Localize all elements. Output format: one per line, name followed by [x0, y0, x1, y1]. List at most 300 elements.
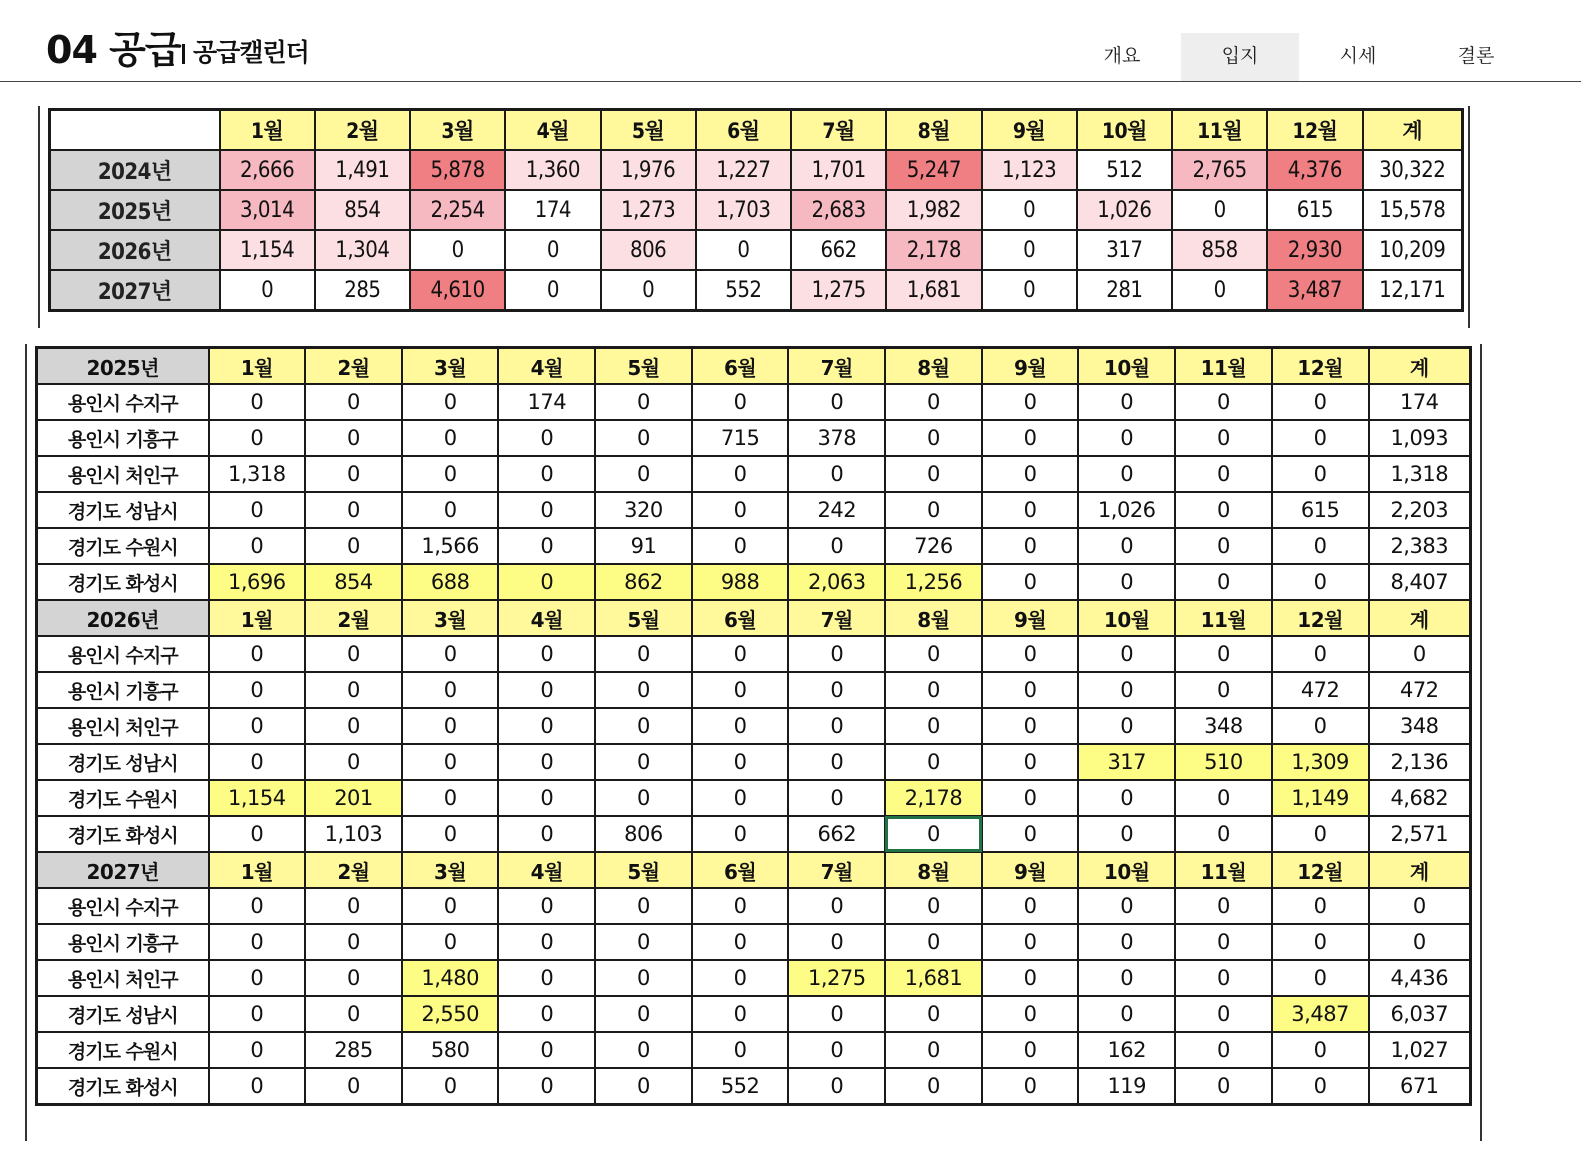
supply-value-cell[interactable]: 0: [982, 270, 1077, 311]
supply-value-cell[interactable]: 0: [982, 456, 1079, 492]
supply-value-cell[interactable]: 671: [1369, 1068, 1471, 1105]
supply-value-cell[interactable]: 0: [1078, 888, 1175, 924]
supply-value-cell[interactable]: 0: [498, 816, 595, 852]
supply-value-cell[interactable]: 0: [1272, 456, 1369, 492]
supply-value-cell[interactable]: 1,123: [982, 150, 1077, 190]
supply-value-cell[interactable]: 1,701: [791, 150, 886, 190]
supply-value-cell[interactable]: 472: [1369, 672, 1471, 708]
supply-value-cell[interactable]: 0: [885, 996, 982, 1032]
supply-value-cell[interactable]: 0: [1272, 564, 1369, 600]
supply-value-cell[interactable]: 0: [402, 672, 499, 708]
supply-value-cell[interactable]: 2,683: [791, 190, 886, 230]
month-header-cell[interactable]: 1월: [209, 852, 306, 888]
supply-value-cell[interactable]: 1,360: [505, 150, 600, 190]
supply-value-cell[interactable]: 0: [982, 744, 1079, 780]
supply-value-cell[interactable]: 0: [885, 744, 982, 780]
supply-value-cell[interactable]: 1,275: [791, 270, 886, 311]
month-header-cell[interactable]: 12월: [1272, 348, 1369, 385]
supply-value-cell[interactable]: 0: [982, 672, 1079, 708]
supply-value-cell[interactable]: 0: [498, 924, 595, 960]
year-header-cell[interactable]: 2026년: [37, 600, 209, 636]
supply-value-cell[interactable]: 348: [1369, 708, 1471, 744]
supply-value-cell[interactable]: 0: [1175, 564, 1272, 600]
region-label-cell[interactable]: 용인시 처인구: [37, 708, 209, 744]
supply-value-cell[interactable]: 174: [505, 190, 600, 230]
supply-value-cell[interactable]: 0: [595, 744, 692, 780]
supply-value-cell[interactable]: 0: [1272, 816, 1369, 852]
supply-value-cell[interactable]: 0: [595, 780, 692, 816]
supply-value-cell[interactable]: 0: [209, 816, 306, 852]
supply-value-cell[interactable]: 1,681: [885, 960, 982, 996]
supply-value-cell[interactable]: 2,550: [402, 996, 499, 1032]
supply-value-cell[interactable]: 0: [1172, 190, 1267, 230]
supply-value-cell[interactable]: 0: [305, 636, 402, 672]
supply-value-cell[interactable]: 0: [505, 270, 600, 311]
supply-value-cell[interactable]: 0: [402, 492, 499, 528]
supply-value-cell[interactable]: 726: [885, 528, 982, 564]
supply-value-cell[interactable]: 0: [595, 1068, 692, 1105]
supply-value-cell[interactable]: 0: [692, 492, 789, 528]
supply-value-cell[interactable]: 0: [982, 708, 1079, 744]
supply-value-cell[interactable]: 0: [305, 888, 402, 924]
supply-value-cell[interactable]: 0: [402, 708, 499, 744]
supply-value-cell[interactable]: 0: [498, 672, 595, 708]
supply-value-cell[interactable]: 1,154: [220, 230, 315, 270]
month-header-cell[interactable]: 10월: [1078, 348, 1175, 385]
supply-value-cell[interactable]: 242: [788, 492, 885, 528]
month-header-cell[interactable]: 4월: [498, 600, 595, 636]
month-header-cell[interactable]: 8월: [885, 852, 982, 888]
supply-value-cell[interactable]: 0: [788, 528, 885, 564]
region-label-cell[interactable]: 경기도 화성시: [37, 1068, 209, 1105]
supply-value-cell[interactable]: 512: [1077, 150, 1172, 190]
supply-value-cell[interactable]: 988: [692, 564, 789, 600]
month-header-cell[interactable]: 계: [1369, 600, 1471, 636]
supply-value-cell[interactable]: 0: [305, 924, 402, 960]
supply-value-cell[interactable]: 2,063: [788, 564, 885, 600]
supply-value-cell[interactable]: 320: [595, 492, 692, 528]
supply-value-cell[interactable]: 119: [1078, 1068, 1175, 1105]
supply-value-cell[interactable]: 0: [209, 1068, 306, 1105]
supply-value-cell[interactable]: 0: [1175, 780, 1272, 816]
supply-value-cell[interactable]: 5,878: [410, 150, 505, 190]
month-header-cell[interactable]: 5월: [595, 852, 692, 888]
supply-value-cell[interactable]: 0: [885, 672, 982, 708]
supply-value-cell[interactable]: 0: [1272, 1068, 1369, 1105]
supply-value-cell[interactable]: 0: [982, 996, 1079, 1032]
tab-location[interactable]: 입지: [1181, 33, 1299, 81]
supply-value-cell[interactable]: 0: [885, 888, 982, 924]
tab-price[interactable]: 시세: [1339, 45, 1377, 67]
month-header-cell[interactable]: 3월: [402, 852, 499, 888]
supply-value-cell[interactable]: 2,571: [1369, 816, 1471, 852]
supply-value-cell[interactable]: 0: [692, 924, 789, 960]
supply-value-cell[interactable]: 0: [885, 816, 982, 852]
supply-value-cell[interactable]: 1,256: [885, 564, 982, 600]
supply-value-cell[interactable]: 0: [595, 456, 692, 492]
month-header-cell[interactable]: 10월: [1078, 600, 1175, 636]
supply-value-cell[interactable]: 0: [692, 384, 789, 420]
month-header-cell[interactable]: 6월: [696, 110, 791, 151]
supply-value-cell[interactable]: 0: [1172, 270, 1267, 311]
supply-value-cell[interactable]: 0: [1272, 708, 1369, 744]
supply-value-cell[interactable]: 1,318: [1369, 456, 1471, 492]
region-label-cell[interactable]: 경기도 수원시: [37, 780, 209, 816]
supply-value-cell[interactable]: 1,696: [209, 564, 306, 600]
supply-value-cell[interactable]: 0: [696, 230, 791, 270]
supply-value-cell[interactable]: 0: [692, 960, 789, 996]
supply-value-cell[interactable]: 0: [209, 960, 306, 996]
supply-value-cell[interactable]: 6,037: [1369, 996, 1471, 1032]
supply-value-cell[interactable]: 552: [692, 1068, 789, 1105]
supply-value-cell[interactable]: 0: [498, 744, 595, 780]
region-label-cell[interactable]: 용인시 기흥구: [37, 924, 209, 960]
supply-value-cell[interactable]: 1,982: [886, 190, 981, 230]
region-label-cell[interactable]: 경기도 수원시: [37, 1032, 209, 1068]
month-header-cell[interactable]: 9월: [982, 852, 1079, 888]
supply-value-cell[interactable]: 0: [1175, 420, 1272, 456]
supply-value-cell[interactable]: 0: [982, 190, 1077, 230]
month-header-cell[interactable]: 계: [1369, 348, 1471, 385]
supply-value-cell[interactable]: 0: [601, 270, 696, 311]
region-label-cell[interactable]: 경기도 화성시: [37, 816, 209, 852]
year-label-cell[interactable]: 2027년: [50, 270, 220, 311]
supply-value-cell[interactable]: 15,578: [1363, 190, 1463, 230]
tab-overview[interactable]: 개요: [1103, 45, 1141, 67]
supply-value-cell[interactable]: 0: [498, 888, 595, 924]
supply-value-cell[interactable]: 3,487: [1272, 996, 1369, 1032]
supply-value-cell[interactable]: 0: [595, 708, 692, 744]
supply-value-cell[interactable]: 0: [595, 888, 692, 924]
year-label-cell[interactable]: 2025년: [50, 190, 220, 230]
supply-value-cell[interactable]: 0: [692, 1032, 789, 1068]
supply-value-cell[interactable]: 0: [402, 816, 499, 852]
supply-value-cell[interactable]: 1,976: [601, 150, 696, 190]
supply-value-cell[interactable]: 4,436: [1369, 960, 1471, 996]
supply-value-cell[interactable]: 806: [601, 230, 696, 270]
supply-value-cell[interactable]: 0: [982, 420, 1079, 456]
supply-value-cell[interactable]: 174: [1369, 384, 1471, 420]
month-header-cell[interactable]: 계: [1369, 852, 1471, 888]
supply-value-cell[interactable]: 0: [1175, 1032, 1272, 1068]
region-label-cell[interactable]: 용인시 수지구: [37, 888, 209, 924]
month-header-cell[interactable]: 7월: [788, 348, 885, 385]
supply-value-cell[interactable]: 2,254: [410, 190, 505, 230]
supply-value-cell[interactable]: 0: [692, 816, 789, 852]
supply-value-cell[interactable]: 552: [696, 270, 791, 311]
region-label-cell[interactable]: 용인시 처인구: [37, 456, 209, 492]
supply-value-cell[interactable]: 0: [1175, 1068, 1272, 1105]
month-header-cell[interactable]: 2월: [315, 110, 410, 151]
supply-value-cell[interactable]: 0: [498, 1032, 595, 1068]
supply-value-cell[interactable]: 0: [1175, 636, 1272, 672]
supply-value-cell[interactable]: 0: [1175, 996, 1272, 1032]
supply-value-cell[interactable]: 0: [209, 384, 306, 420]
month-header-cell[interactable]: 10월: [1078, 852, 1175, 888]
year-header-cell[interactable]: 2027년: [37, 852, 209, 888]
supply-value-cell[interactable]: 0: [209, 924, 306, 960]
supply-value-cell[interactable]: 1,275: [788, 960, 885, 996]
month-header-cell[interactable]: 9월: [982, 110, 1077, 151]
month-header-cell[interactable]: 4월: [505, 110, 600, 151]
supply-value-cell[interactable]: 0: [1272, 636, 1369, 672]
supply-value-cell[interactable]: 285: [315, 270, 410, 311]
supply-value-cell[interactable]: 12,171: [1363, 270, 1463, 311]
supply-value-cell[interactable]: 0: [788, 924, 885, 960]
supply-value-cell[interactable]: 317: [1077, 230, 1172, 270]
supply-value-cell[interactable]: 0: [305, 708, 402, 744]
month-header-cell[interactable]: 1월: [209, 348, 306, 385]
month-header-cell[interactable]: 8월: [885, 600, 982, 636]
supply-value-cell[interactable]: 0: [1175, 456, 1272, 492]
supply-value-cell[interactable]: 0: [1078, 996, 1175, 1032]
supply-value-cell[interactable]: 0: [402, 780, 499, 816]
supply-value-cell[interactable]: 10,209: [1363, 230, 1463, 270]
supply-value-cell[interactable]: 0: [498, 780, 595, 816]
month-header-cell[interactable]: 5월: [595, 348, 692, 385]
month-header-cell[interactable]: 3월: [410, 110, 505, 151]
supply-value-cell[interactable]: 0: [788, 1032, 885, 1068]
supply-value-cell[interactable]: 0: [220, 270, 315, 311]
supply-value-cell[interactable]: 688: [402, 564, 499, 600]
supply-value-cell[interactable]: 0: [595, 672, 692, 708]
supply-value-cell[interactable]: 0: [692, 528, 789, 564]
supply-value-cell[interactable]: 615: [1267, 190, 1362, 230]
supply-value-cell[interactable]: 1,703: [696, 190, 791, 230]
supply-value-cell[interactable]: 0: [305, 456, 402, 492]
supply-value-cell[interactable]: 3,487: [1267, 270, 1362, 311]
supply-value-cell[interactable]: 0: [692, 744, 789, 780]
supply-value-cell[interactable]: 0: [209, 708, 306, 744]
month-header-cell[interactable]: 5월: [595, 600, 692, 636]
month-header-cell[interactable]: 12월: [1272, 600, 1369, 636]
supply-value-cell[interactable]: 0: [402, 456, 499, 492]
supply-value-cell[interactable]: 0: [595, 420, 692, 456]
supply-value-cell[interactable]: 0: [788, 636, 885, 672]
supply-value-cell[interactable]: 0: [788, 1068, 885, 1105]
supply-value-cell[interactable]: 0: [595, 924, 692, 960]
supply-value-cell[interactable]: 615: [1272, 492, 1369, 528]
supply-value-cell[interactable]: 0: [788, 456, 885, 492]
supply-value-cell[interactable]: 0: [1175, 888, 1272, 924]
month-header-cell[interactable]: 12월: [1267, 110, 1362, 151]
region-label-cell[interactable]: 용인시 기흥구: [37, 420, 209, 456]
supply-value-cell[interactable]: 0: [1078, 816, 1175, 852]
supply-value-cell[interactable]: 0: [982, 780, 1079, 816]
supply-value-cell[interactable]: 0: [595, 384, 692, 420]
supply-value-cell[interactable]: 0: [692, 780, 789, 816]
supply-value-cell[interactable]: 1,103: [305, 816, 402, 852]
supply-value-cell[interactable]: 0: [209, 672, 306, 708]
supply-value-cell[interactable]: 0: [788, 780, 885, 816]
supply-value-cell[interactable]: 580: [402, 1032, 499, 1068]
supply-value-cell[interactable]: 0: [1272, 384, 1369, 420]
supply-value-cell[interactable]: 0: [982, 384, 1079, 420]
supply-value-cell[interactable]: 662: [788, 816, 885, 852]
supply-value-cell[interactable]: 0: [1369, 924, 1471, 960]
supply-value-cell[interactable]: 0: [402, 924, 499, 960]
supply-value-cell[interactable]: 5,247: [886, 150, 981, 190]
supply-value-cell[interactable]: 0: [595, 636, 692, 672]
month-header-cell[interactable]: 9월: [982, 348, 1079, 385]
supply-value-cell[interactable]: 862: [595, 564, 692, 600]
supply-value-cell[interactable]: 0: [692, 672, 789, 708]
supply-value-cell[interactable]: 0: [498, 564, 595, 600]
month-header-cell[interactable]: 6월: [692, 852, 789, 888]
region-label-cell[interactable]: 경기도 수원시: [37, 528, 209, 564]
month-header-cell[interactable]: 7월: [788, 600, 885, 636]
supply-value-cell[interactable]: 0: [305, 996, 402, 1032]
supply-value-cell[interactable]: 1,273: [601, 190, 696, 230]
supply-value-cell[interactable]: 0: [788, 744, 885, 780]
supply-value-cell[interactable]: 0: [1272, 924, 1369, 960]
supply-value-cell[interactable]: 162: [1078, 1032, 1175, 1068]
supply-value-cell[interactable]: 0: [982, 564, 1079, 600]
supply-value-cell[interactable]: 0: [885, 924, 982, 960]
supply-value-cell[interactable]: 0: [209, 492, 306, 528]
supply-value-cell[interactable]: 0: [402, 888, 499, 924]
supply-value-cell[interactable]: 0: [498, 708, 595, 744]
supply-value-cell[interactable]: 806: [595, 816, 692, 852]
supply-value-cell[interactable]: 4,610: [410, 270, 505, 311]
supply-value-cell[interactable]: 0: [885, 384, 982, 420]
supply-value-cell[interactable]: 0: [982, 230, 1077, 270]
supply-value-cell[interactable]: 510: [1175, 744, 1272, 780]
supply-value-cell[interactable]: 1,318: [209, 456, 306, 492]
supply-value-cell[interactable]: 0: [692, 888, 789, 924]
supply-value-cell[interactable]: 1,304: [315, 230, 410, 270]
supply-value-cell[interactable]: 0: [1078, 672, 1175, 708]
supply-value-cell[interactable]: 0: [209, 636, 306, 672]
supply-value-cell[interactable]: 472: [1272, 672, 1369, 708]
supply-value-cell[interactable]: 0: [1272, 960, 1369, 996]
supply-value-cell[interactable]: 0: [305, 384, 402, 420]
supply-value-cell[interactable]: 0: [1078, 924, 1175, 960]
supply-value-cell[interactable]: 0: [1175, 960, 1272, 996]
supply-value-cell[interactable]: 0: [305, 744, 402, 780]
supply-value-cell[interactable]: 2,930: [1267, 230, 1362, 270]
supply-value-cell[interactable]: 1,681: [886, 270, 981, 311]
supply-value-cell[interactable]: 0: [595, 960, 692, 996]
supply-value-cell[interactable]: 0: [788, 996, 885, 1032]
supply-value-cell[interactable]: 0: [982, 492, 1079, 528]
supply-value-cell[interactable]: 285: [305, 1032, 402, 1068]
supply-value-cell[interactable]: 201: [305, 780, 402, 816]
supply-value-cell[interactable]: 281: [1077, 270, 1172, 311]
month-header-cell[interactable]: 1월: [209, 600, 306, 636]
supply-value-cell[interactable]: 0: [1078, 708, 1175, 744]
supply-value-cell[interactable]: 0: [1078, 960, 1175, 996]
supply-value-cell[interactable]: 30,322: [1363, 150, 1463, 190]
supply-value-cell[interactable]: 0: [885, 708, 982, 744]
supply-value-cell[interactable]: 1,093: [1369, 420, 1471, 456]
supply-value-cell[interactable]: 0: [402, 1068, 499, 1105]
supply-value-cell[interactable]: 1,227: [696, 150, 791, 190]
month-header-cell[interactable]: 4월: [498, 348, 595, 385]
supply-value-cell[interactable]: 0: [498, 456, 595, 492]
supply-value-cell[interactable]: 1,026: [1077, 190, 1172, 230]
supply-value-cell[interactable]: 1,491: [315, 150, 410, 190]
supply-value-cell[interactable]: 0: [1175, 528, 1272, 564]
supply-value-cell[interactable]: 858: [1172, 230, 1267, 270]
supply-value-cell[interactable]: 0: [982, 924, 1079, 960]
month-header-cell[interactable]: 1월: [220, 110, 315, 151]
month-header-cell[interactable]: 11월: [1175, 348, 1272, 385]
month-header-cell[interactable]: 7월: [788, 852, 885, 888]
supply-value-cell[interactable]: 0: [402, 636, 499, 672]
month-header-cell[interactable]: 2월: [305, 852, 402, 888]
supply-value-cell[interactable]: 0: [885, 636, 982, 672]
supply-value-cell[interactable]: 0: [498, 960, 595, 996]
supply-value-cell[interactable]: 0: [1272, 528, 1369, 564]
supply-value-cell[interactable]: 0: [982, 528, 1079, 564]
region-label-cell[interactable]: 경기도 화성시: [37, 564, 209, 600]
supply-value-cell[interactable]: 854: [315, 190, 410, 230]
supply-value-cell[interactable]: 1,480: [402, 960, 499, 996]
month-header-cell[interactable]: 8월: [886, 110, 981, 151]
supply-value-cell[interactable]: 1,149: [1272, 780, 1369, 816]
supply-value-cell[interactable]: 4,376: [1267, 150, 1362, 190]
supply-value-cell[interactable]: 0: [788, 888, 885, 924]
region-label-cell[interactable]: 용인시 처인구: [37, 960, 209, 996]
supply-value-cell[interactable]: 0: [1078, 564, 1175, 600]
supply-value-cell[interactable]: 662: [791, 230, 886, 270]
supply-value-cell[interactable]: 0: [595, 996, 692, 1032]
region-label-cell[interactable]: 경기도 성남시: [37, 996, 209, 1032]
supply-value-cell[interactable]: 2,666: [220, 150, 315, 190]
supply-value-cell[interactable]: 0: [692, 456, 789, 492]
supply-value-cell[interactable]: 0: [498, 420, 595, 456]
month-header-cell[interactable]: 8월: [885, 348, 982, 385]
month-header-cell[interactable]: 4월: [498, 852, 595, 888]
region-label-cell[interactable]: 경기도 성남시: [37, 744, 209, 780]
corner-cell[interactable]: [50, 110, 220, 151]
supply-value-cell[interactable]: 0: [1272, 420, 1369, 456]
supply-value-cell[interactable]: 378: [788, 420, 885, 456]
month-header-cell[interactable]: 9월: [982, 600, 1079, 636]
supply-value-cell[interactable]: 0: [982, 816, 1079, 852]
supply-value-cell[interactable]: 0: [692, 636, 789, 672]
supply-value-cell[interactable]: 0: [1175, 816, 1272, 852]
region-label-cell[interactable]: 용인시 수지구: [37, 384, 209, 420]
month-header-cell[interactable]: 3월: [402, 348, 499, 385]
supply-value-cell[interactable]: 0: [1078, 636, 1175, 672]
supply-value-cell[interactable]: 174: [498, 384, 595, 420]
supply-value-cell[interactable]: 0: [305, 1068, 402, 1105]
supply-value-cell[interactable]: 0: [1175, 924, 1272, 960]
supply-value-cell[interactable]: 0: [1078, 420, 1175, 456]
supply-value-cell[interactable]: 0: [305, 528, 402, 564]
supply-value-cell[interactable]: 0: [505, 230, 600, 270]
supply-value-cell[interactable]: 2,178: [886, 230, 981, 270]
supply-value-cell[interactable]: 0: [1175, 384, 1272, 420]
region-label-cell[interactable]: 용인시 기흥구: [37, 672, 209, 708]
supply-value-cell[interactable]: 2,136: [1369, 744, 1471, 780]
supply-value-cell[interactable]: 0: [1078, 780, 1175, 816]
supply-value-cell[interactable]: 0: [209, 744, 306, 780]
supply-value-cell[interactable]: 0: [402, 420, 499, 456]
month-header-cell[interactable]: 7월: [791, 110, 886, 151]
supply-value-cell[interactable]: 4,682: [1369, 780, 1471, 816]
supply-value-cell[interactable]: 1,566: [402, 528, 499, 564]
supply-value-cell[interactable]: 0: [885, 1032, 982, 1068]
supply-value-cell[interactable]: 0: [1078, 384, 1175, 420]
supply-value-cell[interactable]: 0: [692, 996, 789, 1032]
supply-value-cell[interactable]: 0: [305, 420, 402, 456]
supply-value-cell[interactable]: 0: [209, 528, 306, 564]
supply-value-cell[interactable]: 0: [788, 708, 885, 744]
supply-value-cell[interactable]: 1,309: [1272, 744, 1369, 780]
